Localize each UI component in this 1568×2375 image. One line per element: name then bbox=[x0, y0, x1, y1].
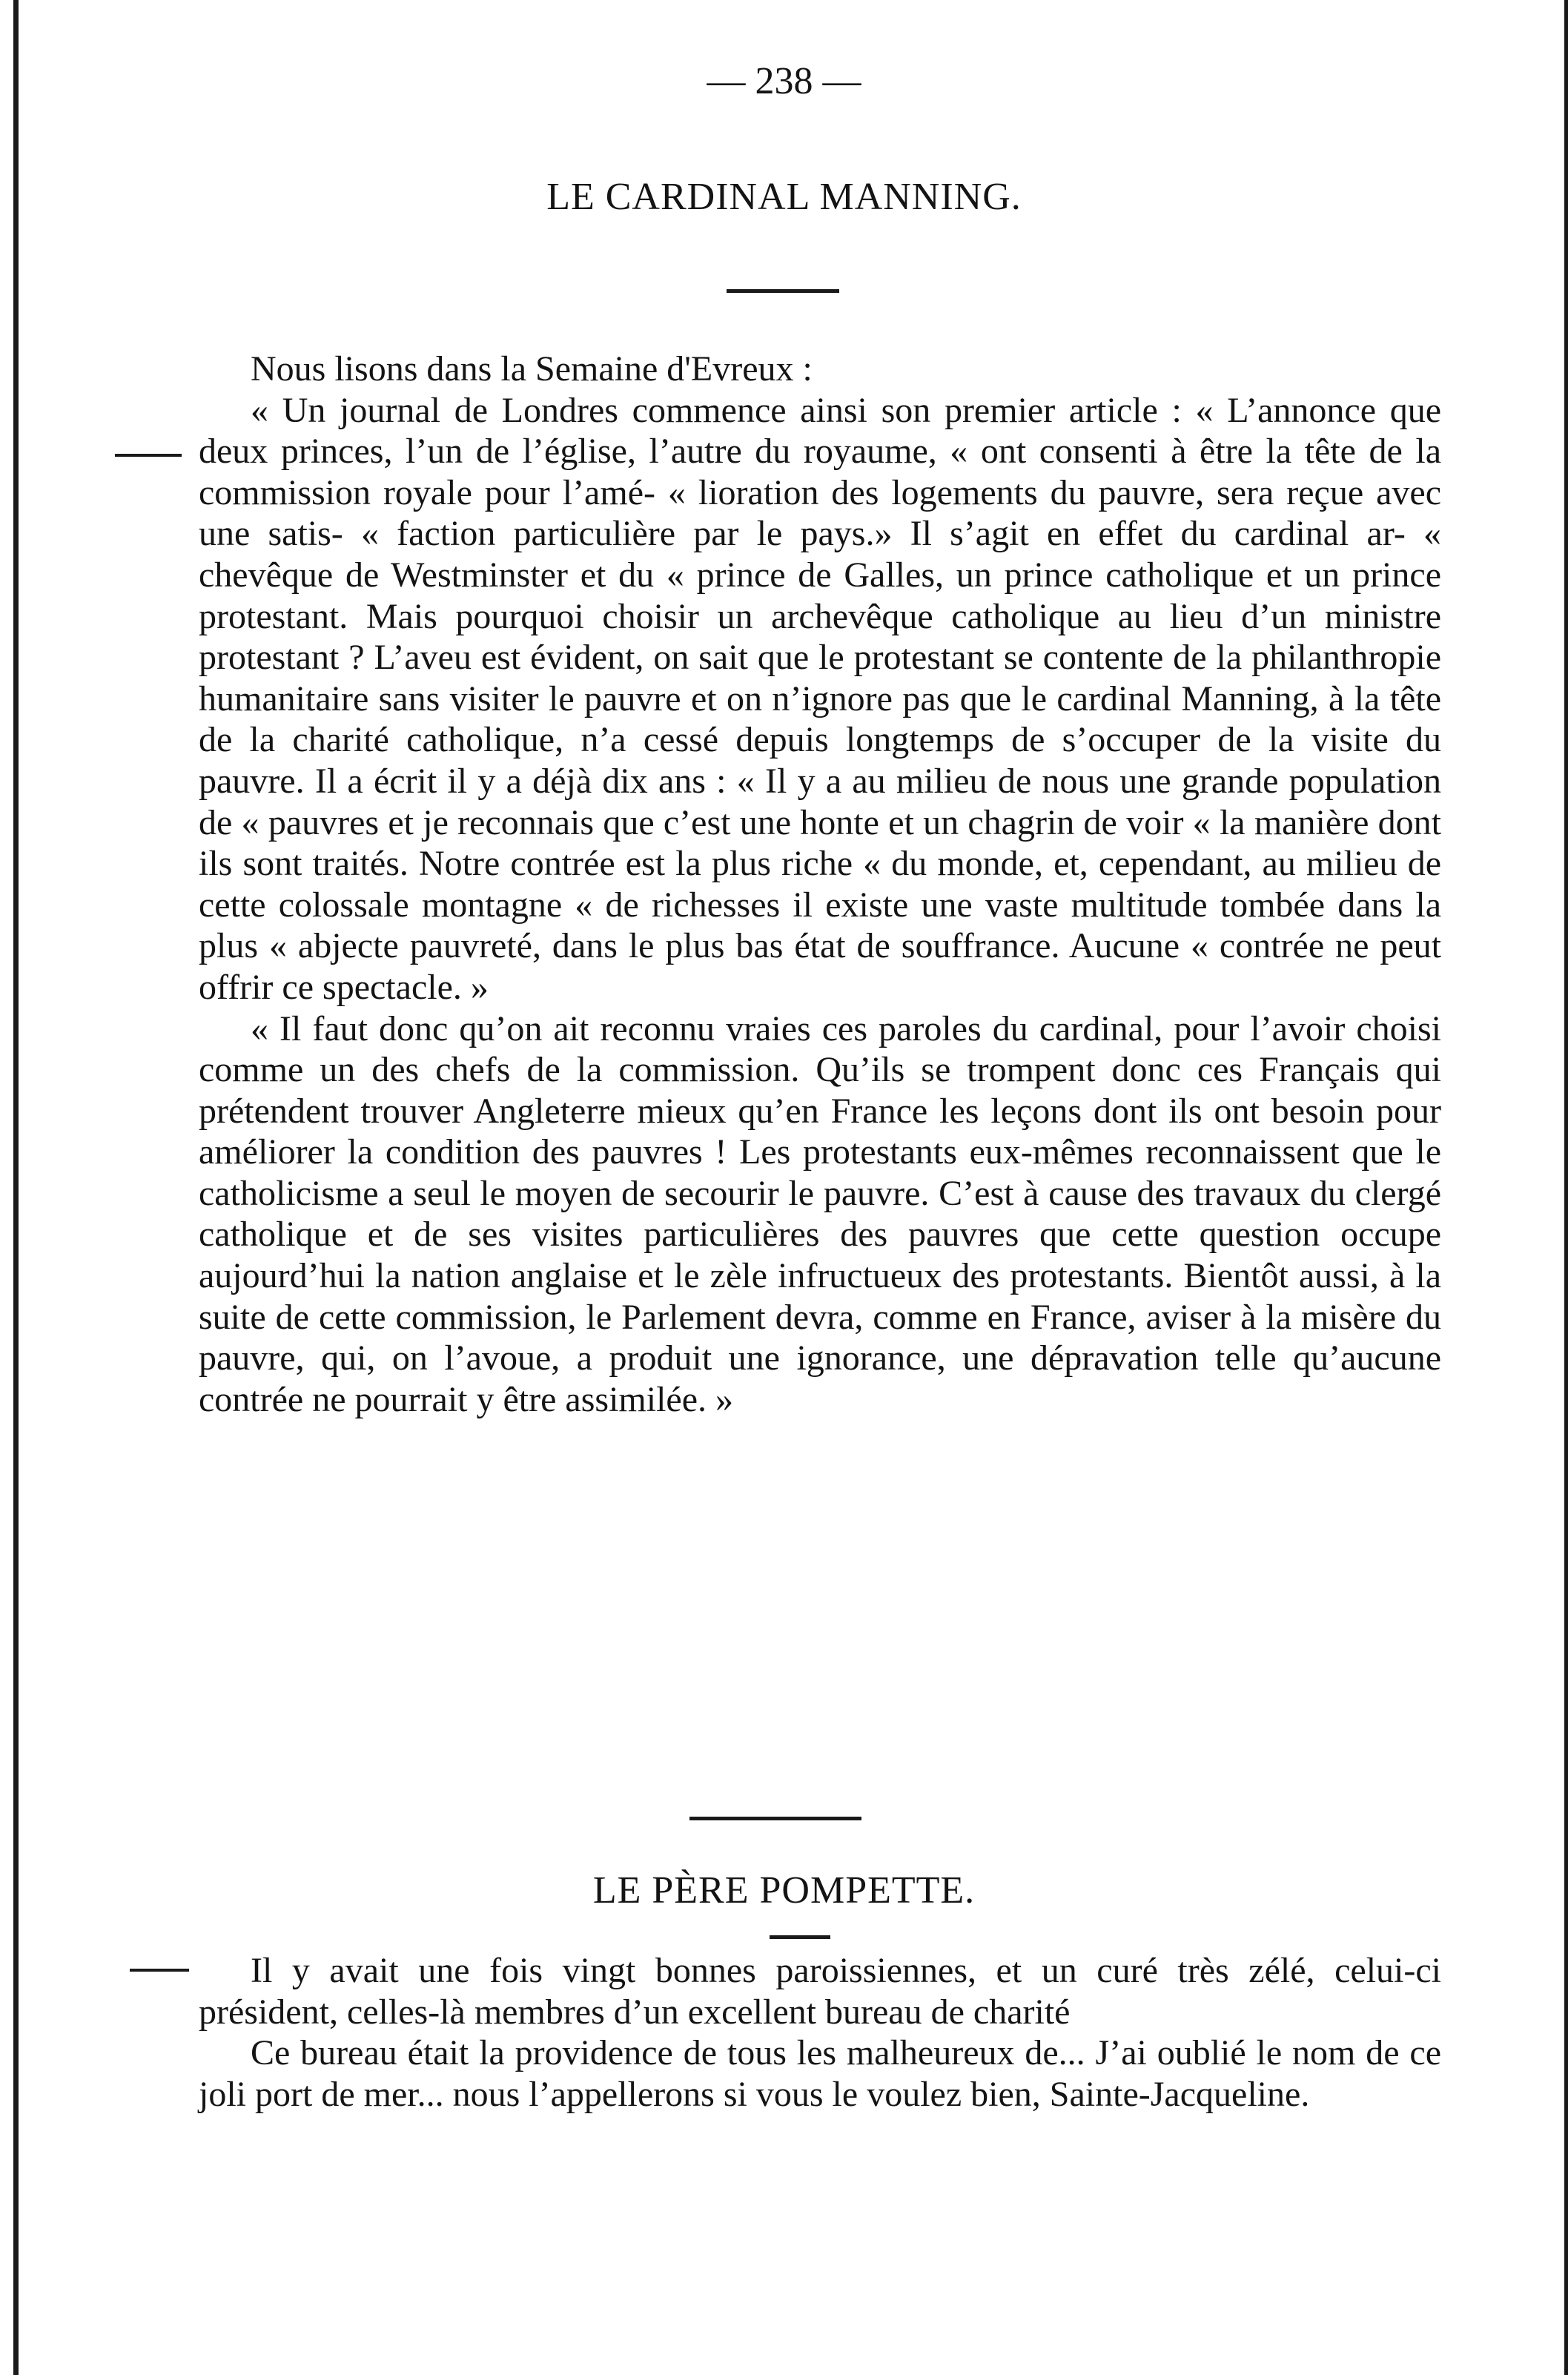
page-number: — 238 — bbox=[707, 60, 861, 102]
closing-paragraph: « Il faut donc qu’on ait reconnu vraies ces paroles du cardinal, pour l’avoir choisi comme un des chefs de la commission. Qu’ils se trompent donc ces Français qui prétendent trouver Angleterre mieux qu’en France les leçons dont ils ont besoin pour améliorer la condition des pauvres ! Les protestants eux-mêmes reconnaissent que le catholicisme a seul le moyen de secourir le pauvre. C’est à cause des travaux du clergé catholique et de ses visites particulières des pauvres que cette question occupe aujourd’hui la nation anglaise et le zèle infructueux des protestants. Bientôt aussi, à la suite de cette commission, le Parlement devra, comme en France, aviser à la misère du pauvre, qui, on l’avoue, a produit une ignorance, une dépravation telle qu’aucune contrée ne pourrait y être assimilée. » bbox=[199, 1008, 1441, 1419]
paragraph: Ce bureau était la providence de tous les malheureux de... J’ai oublié le nom de ce joli port de mer... nous l’appellerons si vous le voulez bien, Sainte-Jacqueline. bbox=[199, 2033, 1441, 2114]
article-title-cardinal-manning: LE CARDINAL MANNING. bbox=[546, 176, 1022, 218]
article-body-cardinal-manning bbox=[199, 349, 1441, 1420]
binding-edge-left bbox=[13, 0, 19, 2375]
title-rule bbox=[770, 1935, 830, 1939]
article-title-pere-pompette: LE PÈRE POMPETTE. bbox=[592, 1869, 976, 1912]
paragraph: Il y avait une fois vingt bonnes paroissiennes, et un curé très zélé, celui-ci président, celles-là membres d’un excellent bureau de charité bbox=[199, 1951, 1441, 2032]
margin-dash bbox=[130, 1969, 189, 1972]
margin-dash bbox=[115, 454, 182, 457]
title-rule bbox=[727, 289, 839, 293]
section-separator-rule bbox=[689, 1817, 861, 1820]
binding-edge-right bbox=[1564, 0, 1568, 2375]
quote-paragraph: « Un journal de Londres commence ainsi son premier article : « L’annonce que deux princes, l’un de l’église, l’autre du royaume, « ont consenti à être la tête de la commission royale pour l’amé- « lioration des logements du pauvre, sera reçue avec une satis- « faction particulière par le pays.» Il s’agit en effet du cardinal ar- « chevêque de Westminster et du « prince de Galles, un prince catholique et un prince protestant. Mais pourquoi choisir un archevêque catholique au lieu d’un ministre protestant ? L’aveu est évident, on sait que le protestant se contente de la philanthropie humanitaire sans visiter le pauvre et on n’ignore pas que le cardinal Manning, à la tête de la charité catholique, n’a cessé depuis longtemps de s’occuper de la visite du pauvre. Il a écrit il y a déjà dix ans : « Il y a au milieu de nous une grande population de « pauvres et je reconnais que c’est une honte et un chagrin de voir « la manière dont ils sont traités. Notre contrée est la plus riche « du monde, et, cependant, au milieu de cette colossale montagne « de richesses il existe une vaste multitude tombée dans la plus « abjecte pauvreté, dans le plus bas état de souffrance. Aucune « contrée ne peut offrir ce spectacle. » bbox=[199, 390, 1441, 1007]
intro-paragraph: Nous lisons dans la Semaine d'Evreux : bbox=[251, 349, 813, 389]
article-body-pere-pompette bbox=[199, 1950, 1441, 2115]
